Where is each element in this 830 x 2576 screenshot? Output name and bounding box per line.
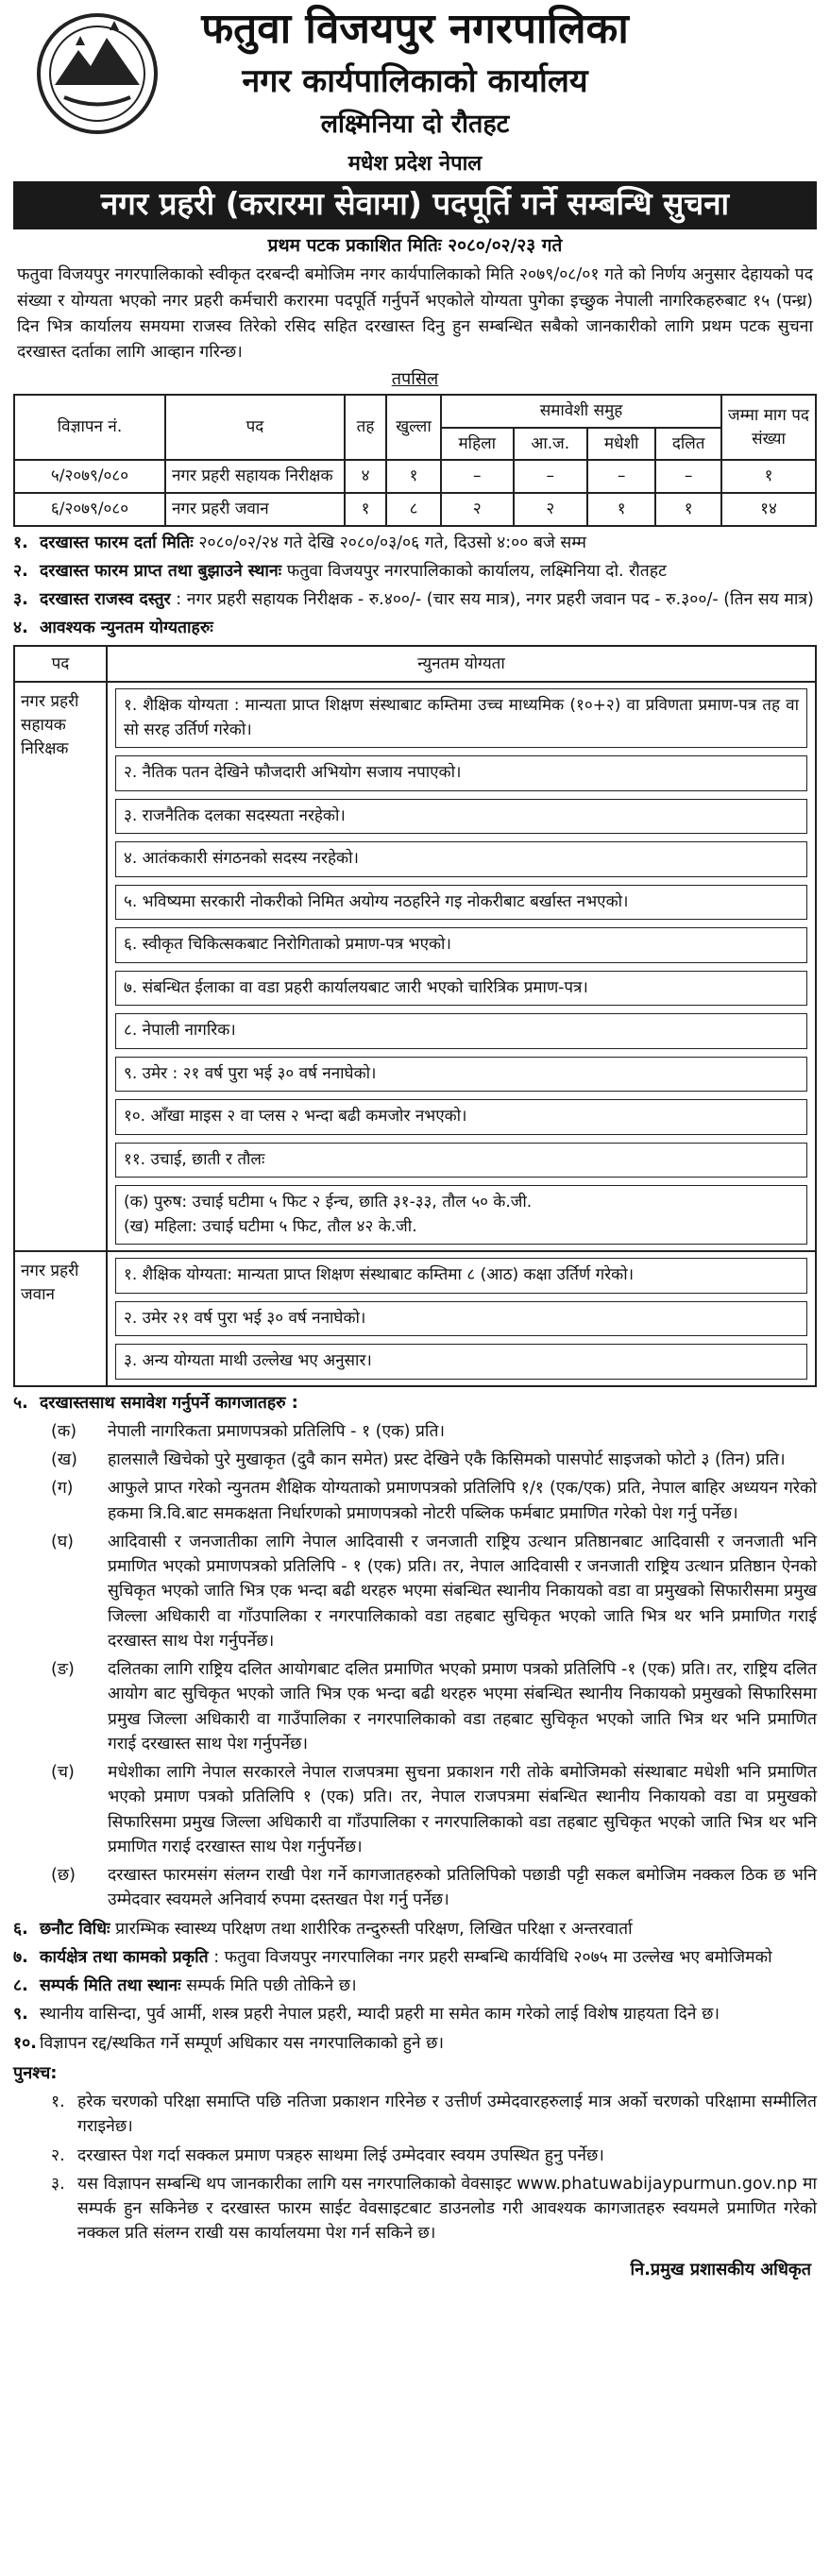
qualification-item: २. नैतिक पतन देखिने फौजदारी अभियोग सजाय नपाएको। [115, 755, 807, 791]
section-8 [13, 1974, 817, 1998]
section-text: विज्ञापन रद्द/स्थकित गर्ने सम्पूर्ण अधिकार यस नगरपालिकाको हुने छ। [40, 2033, 445, 2053]
cell-dalit: १ [655, 493, 721, 526]
col-qualification: न्युनतम योग्यता [107, 646, 816, 683]
table-row [14, 460, 816, 493]
cell-total: १४ [721, 493, 816, 526]
list-item [51, 1476, 817, 1526]
section-text: : फतुवा विजयपुर नगरपालिका नगर प्रहरी सम्बन्धि कार्यविधि २०७५ मा उल्लेख भए बमोजिमको [208, 1947, 772, 1967]
item-label: ३. [51, 2174, 65, 2194]
section-4 [13, 616, 817, 640]
table-header-row [14, 395, 816, 428]
item-text: आफुले प्राप्त गरेको न्युनतम शैक्षिक योग्यताको प्रमाणपत्रको प्रतिलिपि १/१ (एक/एक) प्रति, नेपाल बाहिर अध्ययन गरेको हकमा त्रि.वि.बाट समकक्षता निर्धारणको प्रमाणपत्रको नोटरी पब्लिक फर्मबाट प्रमाणित गरेको पेश गर्नु पर्नेछ। [108, 1479, 817, 1523]
item-text: हालसालै खिचेको पुरे मुखाकृत (दुवै कान समेत) प्रस्ट देखिने एकै किसिमको पासपोर्ट साइजको फोटो ३ (तिन) प्रति। [108, 1450, 786, 1470]
qualification-list [107, 682, 816, 1251]
section-6 [13, 1917, 817, 1941]
qualification-item: २. उमेर २१ वर्ष पुरा भई ३० वर्ष ननाघेको। [115, 1301, 807, 1337]
table-row [14, 1251, 816, 1386]
section-number: १. [13, 533, 28, 552]
qualification-item: १०. आँखा माइस २ वा प्लस २ भन्दा बढी कमजोर नभएको। [115, 1099, 807, 1135]
municipality-name: फतुवा विजयपुर नगरपालिका [201, 5, 629, 53]
item-label: २. [51, 2145, 65, 2165]
section-number: ३. [13, 590, 28, 610]
section-number: ८. [13, 1976, 28, 1996]
qualification-item: १. शैक्षिक योग्यता: मान्यता प्राप्त शिक्षण संस्थाबाट कम्तिमा ८ (आठ) कक्षा उर्तिर्ण गरेको। [115, 1258, 807, 1294]
cell-aj: २ [514, 493, 587, 526]
qualification-table [13, 645, 817, 1387]
section-title: दरखास्त राजस्व दस्तुर [40, 590, 171, 610]
list-item [51, 1419, 817, 1444]
cell-aj: – [514, 460, 587, 493]
item-text: हरेक चरणको परिक्षा समाप्ति पछि नतिजा प्रकाशन गरिनेछ र उत्तीर्ण उम्मेदवारहरुलाई मात्र अर्को चरणको परिक्षामा सम्मीलित गराइनेछ। [77, 2093, 817, 2137]
item-text: मधेशीका लागि नेपाल सरकारले नेपाल राजपत्रमा सुचना प्रकाशन गरी तोके बमोजिमको संस्थाबाट मधेशी भनि प्रमाणित भएको प्रमाण पत्रको प्रतिलिपि १ (एक) प्रति। तर, नेपाल राजपत्रमा संबन्धित स्थानीय निकायको वडा वा प्रमुखको सिफारिसमा प्रमुख जिल्ला अधिकारी वा गाँउपालिका र नगरपालिकाको वडा तहबाट सुचिकृत भएको जाति भित्र थर भनि प्रमाणित गराई दरखास्त साथ पेश गर्नुपर्नेछ। [108, 1763, 817, 1856]
section-1 [13, 531, 817, 555]
qualification-item: ५. भविष्यमा सरकारी नोकरीको निमित अयोग्य नठहरिने गइ नोकरीबाट बर्खास्त नभएको। [115, 885, 807, 921]
vacancy-table [13, 394, 817, 527]
section-number: ६. [13, 1919, 28, 1939]
section-10 [13, 2031, 817, 2056]
col-post: पद [165, 395, 345, 460]
qualification-item: ३. राजनैतिक दलका सदस्यता नरहेको। [115, 799, 807, 835]
col-open: खुल्ला [386, 395, 441, 460]
qualification-list [107, 1251, 816, 1386]
section-9 [13, 2002, 817, 2026]
col-inclusive: समावेशी समुह [441, 395, 721, 428]
list-item [51, 2090, 817, 2140]
required-documents [51, 1419, 817, 1913]
qualification-item: ३. अन्य योग्यता माथी उल्लेख भए अनुसार। [115, 1344, 807, 1380]
list-item [51, 1760, 817, 1859]
item-label: (ग) [51, 1479, 74, 1499]
item-text: नेपाली नागरिकता प्रमाणपत्रको प्रतिलिपि - १ (एक) प्रति। [108, 1421, 446, 1441]
cell-ad-no: ५/२०७९/०८० [14, 460, 165, 493]
province-name: मधेश प्रदेश नेपाल [347, 152, 483, 176]
publish-date: प्रथम पटक प्रकाशित मितिः २०८०/०२/२३ गते [267, 234, 563, 256]
item-label: १. [51, 2093, 65, 2112]
item-label: (ङ) [51, 1660, 75, 1680]
postscript-heading: पुनश्च: [13, 2062, 58, 2083]
section-text: फतुवा विजयपुर नगरपालिकाको कार्यालय, लक्ष्मिनिया दो. रौतहट [281, 561, 667, 581]
physical-female: (ख) महिला: उचाई घटीमा ५ फिट, तौल ४२ के.जी. [124, 1216, 417, 1236]
section-text: प्रारम्भिक स्वास्थ्य परिक्षण तथा शारीरिक तन्दुरुस्ती परिक्षण, लिखित परिक्षा र अन्तरवार्ता [110, 1919, 633, 1939]
cell-open: १ [386, 460, 441, 493]
physical-male: (क) पुरुष: उचाई घटीमा ५ फिट २ ईन्च, छाति ३१-३३, तौल ५० के.जी. [124, 1193, 533, 1212]
section-title: दरखास्त फारम दर्ता मितिः [40, 533, 194, 552]
list-item [51, 1530, 817, 1653]
section-2 [13, 559, 817, 584]
cell-post: नगर प्रहरी जवान [165, 493, 345, 526]
qualification-item: ४. आतंककारी संगठनको सदस्य नरहेको। [115, 841, 807, 877]
section-number: ७. [13, 1947, 28, 1967]
cell-ad-no: ६/२०७९/०८० [14, 493, 165, 526]
physical-requirements [115, 1185, 807, 1245]
item-label: (घ) [51, 1532, 74, 1551]
qualification-item: १. शैक्षिक योग्यता : मान्यता प्राप्त शिक्षण संस्थाबाट कम्तिमा उच्च माध्यमिक (१०+२) वा प्रविणता प्रमाण-पत्र तह वा सो सरह उर्तिर्ण गरेको। [115, 688, 807, 748]
letterhead [13, 0, 817, 181]
section-number: ४. [13, 619, 28, 638]
section-3 [13, 587, 817, 612]
section-number: ९. [13, 2005, 28, 2025]
col-madhesi: मधेशी [587, 428, 655, 461]
item-text: यस विज्ञापन सम्बन्धि थप जानकारीका लागि यस नगरपालिकाको वेवसाइट www.phatuwabijaypurmun.gov.np मा सम्पर्क हुन सकिनेछ र दरखास्त फारम साईट वेवसाइटबाट डाउनलोड गरी आवश्यक कागजातहरु स्वयमले प्रमाणित गरेको नक्कल प्रति संलग्न राखी यस कार्यालयमा पेश गर्न सकिने छ। [77, 2174, 817, 2244]
section-number: २. [13, 561, 28, 581]
postscript-notes [51, 2090, 817, 2246]
schedule-heading: तपसिल [391, 368, 439, 389]
office-address: लक्ष्मिनिया दो रौतहट [320, 110, 510, 139]
item-text: दरखास्त फारमसंग संलग्न राखी पेश गर्ने कागजातहरुको प्रतिलिपिको पछाडी पट्टी सकल बमोजिम नक्कल ठिक छ भनि उम्मेदवार स्वयमले अनिवार्य रुपमा दस्तखत पेश गर्नु पर्नेछ। [108, 1866, 817, 1910]
section-number: ५. [13, 1393, 28, 1413]
office-name: नगर कार्यपालिकाको कार्यालय [242, 62, 588, 100]
cell-total: १ [721, 460, 816, 493]
section-number: १०. [13, 2033, 37, 2053]
item-label: (छ) [51, 1866, 76, 1886]
cell-open: ८ [386, 493, 441, 526]
col-aj: आ.ज. [514, 428, 587, 461]
item-text: आदिवासी र जनजातीका लागि नेपाल आदिवासी र जनजाती राष्ट्रिय उत्थान प्रतिष्ठानबाट आदिवासी र जनजाती भनि प्रमाणित भएको प्रमाणपत्रको प्रतिलिपि - १ (एक) प्रति। तर, नेपाल आदिवासी र जनजाती राष्ट्रिय उत्थान प्रतिष्ठान ऐनको सुचिकृत भएको जाति भित्र एक भन्दा बढी थरहरु भएमा संबन्धित स्थानीय निकायको वडा वा प्रमुखको सिफारीसमा प्रमुख जिल्ला अधिकारी वा गाँउपालिका र नगरपालिकाको वडा तहबाट सुचिकृत भएको जाति भित्र थर भनि प्रमाणित गराई दरखास्त साथ पेश गर्नुपर्नेछ। [108, 1532, 817, 1651]
cell-level: १ [345, 493, 386, 526]
qualification-item: ७. संबन्धित ईलाका वा वडा प्रहरी कार्यालयबाट जारी भएको चारित्रिक प्रमाण-पत्र। [115, 971, 807, 1007]
section-text: सम्पर्क मिति पछी तोकिने छ। [180, 1976, 357, 1996]
item-label: (च) [51, 1763, 75, 1783]
section-7 [13, 1945, 817, 1970]
cell-women: २ [441, 493, 514, 526]
qualification-item: ८. नेपाली नागरिक। [115, 1013, 807, 1049]
cell-dalit: – [655, 460, 721, 493]
item-text: दलितका लागि राष्ट्रिय दलित आयोगबाट दलित प्रमाणित भएको प्रमाण पत्रको प्रतिलिपि -१ (एक) प्रति। तर, राष्ट्रिय दलित आयोग बाट सुचिकृत भएको जाति भित्र एक भन्दा बढी थरहरु भएमा संबन्धित स्थानीय निकायको प्रमुखको सिफारिसमा प्रमुख जिल्ला अधिकारी वा गाउँपालिका र नगरपालिकाको वडा तहबाट सुचिकृत भएको जाति भित्र थर भनि प्रमाणित गराई दरखास्त साथ पेश गर्नुपर्नेछ। [108, 1660, 817, 1754]
cell-post: नगर प्रहरी सहायक निरीक्षक [165, 460, 345, 493]
section-title: आवश्यक न्युनतम योग्यताहरुः [40, 619, 213, 638]
cell-madhesi: १ [587, 493, 655, 526]
qualification-item: ९. उमेर : २१ वर्ष पुरा भई ३० वर्ष ननाघेको। [115, 1057, 807, 1093]
section-text: २०८०/०२/२४ गते देखि २०८०/०३/०६ गते, दिउसो ४:०० बजे सम्म [193, 533, 586, 552]
post-name: नगर प्रहरी जवान [14, 1251, 107, 1386]
table-row [14, 682, 816, 1251]
intro-paragraph: फतुवा विजयपुर नगरपालिकाको स्वीकृत दरबन्दी बमोजिम नगर कार्यपालिकाको मिति २०७९/०८/०१ गते को निर्णय अनुसार देहायको पद संख्या र योग्यता भएको नगर प्रहरी कर्मचारी करारमा पदपूर्ति गर्नुपर्ने भएकोले योग्यता पुगेका इच्छुक नेपाली नागरिकहरुबाट १५ (पन्ध्र) दिन भित्र कार्यालय समयमा राजस्व तिरेको रसिद सहित दरखास्त दिनु हुन सम्बन्धित सबैको जानकारीको लागि प्रथम पटक सुचना दरखास्त दर्ताका लागि आव्हान गरिन्छ। [17, 265, 813, 362]
section-text: स्थानीय वासिन्दा, पुर्व आर्मी, शस्त्र प्रहरी नेपाल प्रहरी, म्यादी प्रहरी मा समेत काम गरेको लाई विशेष ग्राहयता दिने छ। [40, 2005, 720, 2025]
post-name: नगर प्रहरी सहायक निरिक्षक [14, 682, 107, 1251]
list-item [51, 1657, 817, 1756]
section-title: सम्पर्क मिति तथा स्थानः [40, 1976, 181, 1996]
col-women: महिला [441, 428, 514, 461]
list-item [51, 1448, 817, 1472]
section-title: दरखास्तसाथ समावेश गर्नुपर्ने कागजातहरु : [40, 1393, 298, 1413]
section-title: दरखास्त फारम प्राप्त तथा बुझाउने स्थानः [40, 561, 282, 581]
col-level: तह [345, 395, 386, 460]
section-5 [13, 1391, 817, 1415]
list-item [51, 2172, 817, 2246]
col-dalit: दलित [655, 428, 721, 461]
cell-women: – [441, 460, 514, 493]
item-label: (क) [51, 1421, 77, 1441]
section-title: कार्यक्षेत्र तथा कामको प्रकृति [40, 1947, 209, 1967]
table-row [14, 493, 816, 526]
signatory-title: नि.प्रमुख प्रशासकीय अधिकृत [630, 2259, 811, 2279]
qualification-item: ११. उचाई, छाती र तौलः [115, 1143, 807, 1178]
table-header-row [14, 646, 816, 683]
qualification-item: ६. स्वीकृत चिकित्सकबाट निरोगिताको प्रमाण-पत्र भएको। [115, 927, 807, 963]
item-label: (ख) [51, 1450, 77, 1470]
cell-level: ४ [345, 460, 386, 493]
section-text: : नगर प्रहरी सहायक निरीक्षक - रु.४००/- (चार सय मात्र), नगर प्रहरी जवान पद - रु.३००/- (तिन सय मात्र) [170, 590, 814, 610]
cell-madhesi: – [587, 460, 655, 493]
item-text: दरखास्त पेश गर्दा सक्कल प्रमाण पत्रहरु साथमा लिई उम्मेदवार स्वयम उपस्थित हुनु पर्नेछ। [77, 2145, 604, 2165]
list-item [51, 2144, 817, 2168]
notice-title: नगर प्रहरी (करारमा सेवामा) पदपूर्ति गर्ने सम्बन्धि सुचना [13, 181, 817, 229]
col-ad-no: विज्ञापन नं. [14, 395, 165, 460]
section-title: छनौट विधिः [40, 1919, 110, 1939]
col-post: पद [14, 646, 107, 683]
col-total: जम्मा माग पद संख्या [721, 395, 816, 460]
list-item [51, 1863, 817, 1913]
